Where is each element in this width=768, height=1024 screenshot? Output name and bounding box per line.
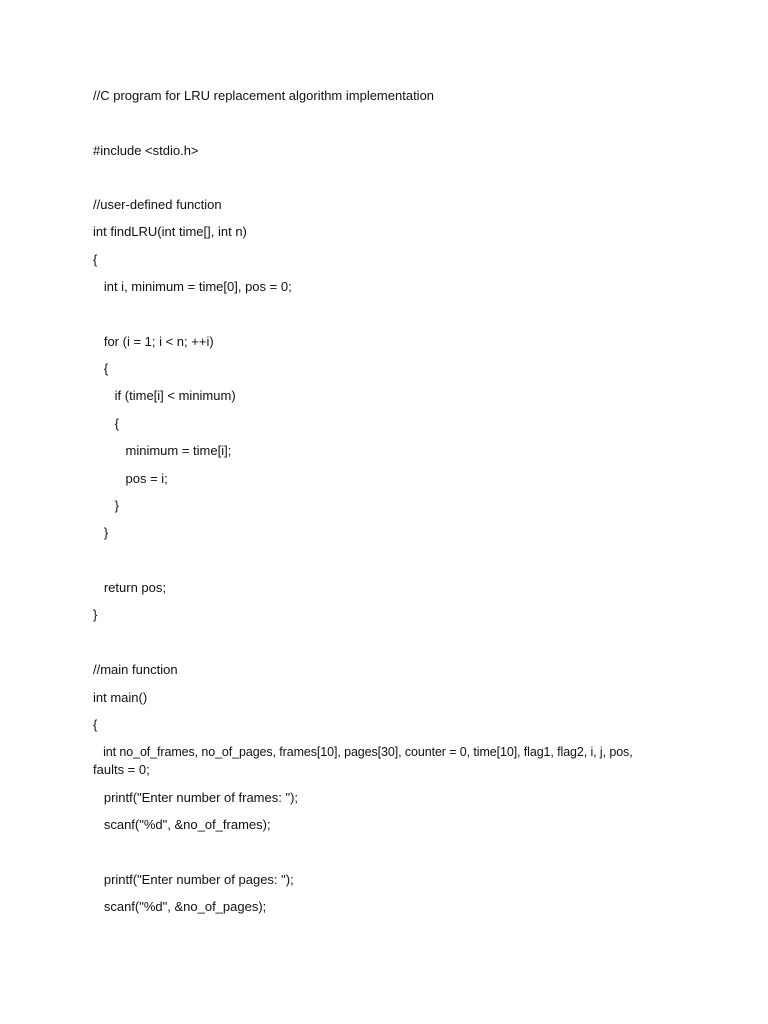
code-comment-function: //user-defined function — [93, 197, 222, 212]
code-line: } — [93, 498, 120, 513]
code-line: minimum = time[i]; — [93, 443, 232, 458]
code-line: } — [93, 525, 109, 540]
code-line: scanf("%d", &no_of_pages); — [93, 899, 267, 914]
code-line: pos = i; — [93, 471, 168, 486]
code-line: scanf("%d", &no_of_frames); — [93, 817, 271, 832]
code-comment-title: //C program for LRU replacement algorithm implementation — [93, 88, 435, 103]
code-function-signature: int findLRU(int time[], int n) — [93, 224, 247, 239]
code-comment-main: //main function — [93, 662, 178, 677]
code-line: printf("Enter number of pages: "); — [93, 872, 294, 887]
code-line: if (time[i] < minimum) — [93, 388, 236, 403]
code-line: { — [93, 416, 120, 431]
code-line: int i, minimum = time[0], pos = 0; — [93, 279, 292, 294]
code-main-signature: int main() — [93, 690, 148, 705]
code-line: printf("Enter number of frames: "); — [93, 790, 299, 805]
code-line: return pos; — [93, 580, 166, 595]
code-line: { — [93, 361, 109, 376]
code-declarations-continued: faults = 0; — [93, 762, 150, 777]
code-line: for (i = 1; i < n; ++i) — [93, 334, 214, 349]
code-declarations: int no_of_frames, no_of_pages, frames[10], pages[30], counter = 0, time[10], flag1, flag2, i, j, pos, — [93, 745, 633, 759]
code-line: { — [93, 717, 98, 732]
code-line: { — [93, 252, 98, 267]
code-include: #include <stdio.h> — [93, 143, 199, 158]
code-line: } — [93, 607, 98, 622]
